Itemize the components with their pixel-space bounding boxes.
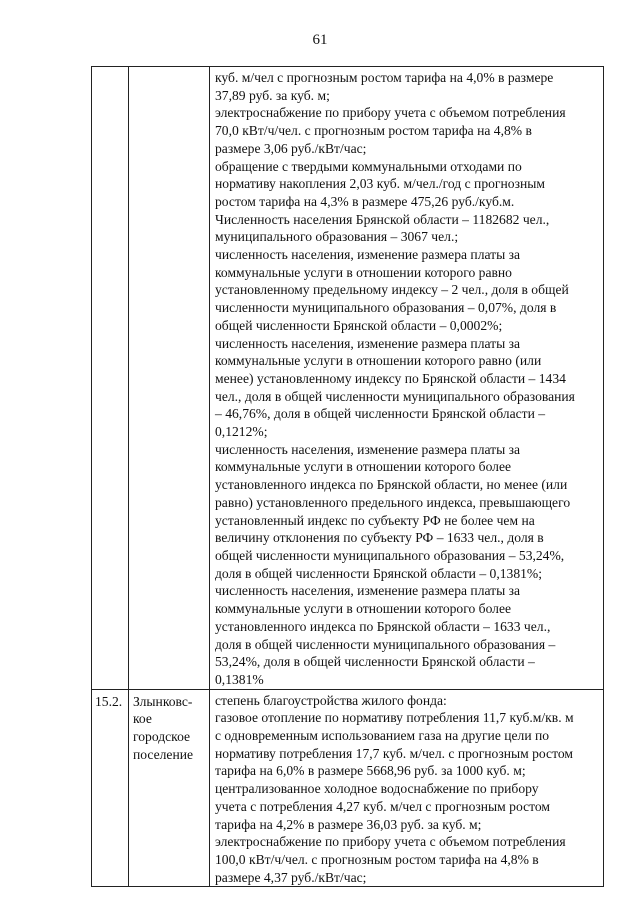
- table-row-continuation: [92, 67, 604, 690]
- municipality-name-line: кое: [133, 711, 152, 727]
- description-cell: [210, 67, 604, 690]
- municipality-name-line: Злынковс-: [133, 693, 193, 709]
- description-line: величину отклонения по субъекту РФ – 1633 чел., доля в: [215, 530, 544, 546]
- description-line: степень благоустройства жилого фонда:: [215, 692, 447, 708]
- description-line: численность населения, изменение размера платы за: [215, 247, 521, 263]
- description-line: численность населения, изменение размера платы за: [215, 335, 521, 351]
- description-line: электроснабжение по прибору учета с объемом потребления: [215, 105, 566, 121]
- description-cell: [210, 689, 604, 887]
- description-line: куб. м/чел с прогнозным ростом тарифа на 4,0% в размере: [215, 70, 554, 85]
- page-number: 61: [312, 32, 328, 48]
- description-line: коммунальные услуги в отношении которого более: [215, 601, 512, 617]
- description-line: обращение с твердыми коммунальными отходами по: [215, 158, 522, 174]
- description-line: коммунальные услуги в отношении которого равно: [215, 264, 512, 280]
- description-line: коммунальные услуги в отношении которого равно (или: [215, 353, 542, 369]
- description-line: ростом тарифа на 4,3% в размере 475,26 руб./куб.м.: [215, 193, 515, 209]
- municipality-name-line: городское: [133, 729, 191, 745]
- description-line: равно) установленного предельного индекса, превышающего: [215, 494, 571, 510]
- row-number-cell: [92, 689, 129, 887]
- description-line: численность населения, изменение размера платы за: [215, 583, 521, 599]
- description-line: 0,1212%;: [215, 424, 268, 440]
- description-line: установленного индекса по Брянской области – 1633 чел.,: [215, 618, 551, 634]
- description-line: размере 3,06 руб./кВт/час;: [215, 140, 367, 156]
- row-number: 15.2.: [95, 693, 123, 709]
- description-line: численность населения, изменение размера платы за: [215, 441, 521, 457]
- municipality-cell: [129, 689, 210, 887]
- description-line: тарифа на 6,0% в размере 5668,96 руб. за 1000 куб. м;: [215, 763, 526, 779]
- description-line: установленному предельному индексу – 2 чел., доля в общей: [215, 282, 569, 298]
- description-line: 53,24%, доля в общей численности Брянской области –: [215, 654, 535, 670]
- description-line: 70,0 кВт/ч/чел. с прогнозным ростом тарифа на 4,8% в: [215, 123, 532, 139]
- description-text: [210, 690, 603, 887]
- description-line: доля в общей численности муниципального образования –: [215, 636, 556, 652]
- description-line: учета с потребления 4,27 куб. м/чел с прогнозным ростом: [215, 798, 551, 814]
- row-number-cell: [92, 67, 129, 690]
- description-line: Численность населения Брянской области – 1182682 чел.,: [215, 211, 550, 227]
- description-line: централизованное холодное водоснабжение по прибору: [215, 781, 539, 797]
- description-line: нормативу потребления 17,7 куб. м/чел. с прогнозным ростом: [215, 745, 573, 761]
- description-line: численности муниципального образования – 0,07%, доля в: [215, 300, 557, 316]
- description-line: электроснабжение по прибору учета с объемом потребления: [215, 834, 566, 850]
- row-number: [92, 67, 128, 70]
- description-line: 100,0 кВт/ч/чел. с прогнозным ростом тарифа на 4,8% в: [215, 851, 539, 867]
- municipality-name: [129, 690, 209, 764]
- table-row-15-2: [92, 689, 604, 887]
- description-line: общей численности муниципального образования – 53,24%,: [215, 547, 565, 563]
- description-line: общей численности Брянской области – 0,0002%;: [215, 317, 503, 333]
- description-line: нормативу накопления 2,03 куб. м/чел./год с прогнозным: [215, 176, 545, 192]
- description-line: тарифа на 4,2% в размере 36,03 руб. за куб. м;: [215, 816, 482, 832]
- description-line: размере 4,37 руб./кВт/час;: [215, 869, 367, 885]
- description-line: установленный индекс по субъекту РФ не более чем на: [215, 512, 535, 528]
- description-line: газовое отопление по нормативу потребления 11,7 куб.м/кв. м: [215, 710, 574, 726]
- description-text: [210, 67, 603, 689]
- municipality-name-line: поселение: [133, 746, 194, 762]
- description-line: коммунальные услуги в отношении которого более: [215, 459, 512, 475]
- description-line: 37,89 руб. за куб. м;: [215, 87, 330, 103]
- description-line: чел., доля в общей численности муниципального образования: [215, 388, 575, 404]
- description-line: 0,1381%: [215, 671, 264, 687]
- description-line: установленного индекса по Брянской области, но менее (или: [215, 477, 568, 493]
- description-line: муниципального образования – 3067 чел.;: [215, 229, 459, 245]
- description-line: доля в общей численности Брянской области – 0,1381%;: [215, 565, 543, 581]
- description-line: менее) установленному индексу по Брянской области – 1434: [215, 370, 566, 386]
- municipality-cell: [129, 67, 210, 690]
- description-line: с одновременным использованием газа на другие цели по: [215, 728, 550, 744]
- description-line: – 46,76%, доля в общей численности Брянской области –: [215, 406, 546, 422]
- document-table: [91, 66, 604, 887]
